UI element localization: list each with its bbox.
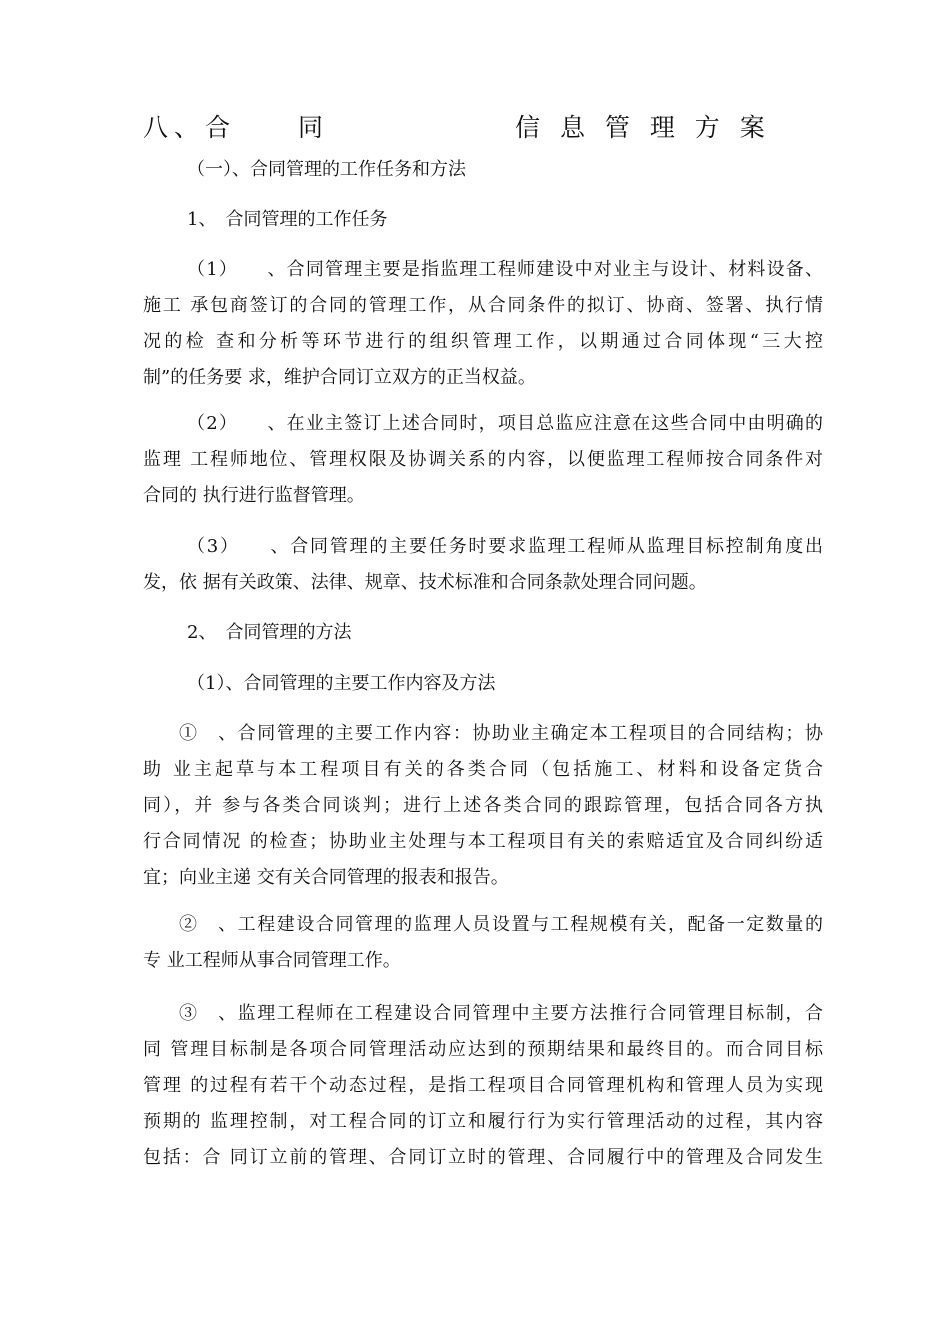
paragraph-task-3 xyxy=(143,529,823,601)
paragraph-method-1 xyxy=(143,716,823,896)
paragraph-line: 行合同情况 的检查；协助业主处理与本工程项目有关的索赔适宜及合同纠纷适 xyxy=(143,831,823,852)
paragraph-line: 宜；向业主递 交有关合同管理的报表和报告。 xyxy=(143,867,509,888)
paragraph-line: 同 管理目标制是各项合同管理活动应达到的预期结果和最终目的。而合同目标 xyxy=(143,1039,823,1060)
paragraph-line: （2） 、在业主签订上述合同时，项目总监应注意在这些合同中由明确的 xyxy=(187,413,823,434)
paragraph-line: ① 、合同管理的主要工作内容：协助业主确定本工程项目的合同结构；协 xyxy=(179,723,823,744)
paragraph-line: （1） 、合同管理主要是指监理工程师建设中对业主与设计、材料设备、 xyxy=(187,259,823,280)
document-title: 八、合 同 信 息 管 理 方 案 xyxy=(143,113,771,142)
paragraph-line: 包括：合 同订立前的管理、合同订立时的管理、合同履行中的管理及合同发生 xyxy=(143,1147,823,1168)
paragraph-method-2 xyxy=(143,907,823,979)
paragraph-line: （3） 、合同管理的主要任务时要求监理工程师从监理目标控制角度出 xyxy=(187,536,823,557)
paragraph-line: 专 业工程师从事合同管理工作。 xyxy=(143,950,401,971)
subsection-heading-methods: 2、 合同管理的方法 xyxy=(187,622,352,643)
paragraph-line: 同），并 参与各类合同谈判；进行上述各类合同的跟踪管理，包括合同各方执 xyxy=(143,795,823,816)
paragraph-line: 发，依 据有关政策、法律、规章、技术标准和合同条款处理合同问题。 xyxy=(143,572,707,593)
paragraph-line: 况的检 查和分析等环节进行的组织管理工作，以期通过合同体现“三大控 xyxy=(143,331,823,352)
paragraph-task-2 xyxy=(143,406,823,514)
subsection-heading-work-tasks: 1、 合同管理的工作任务 xyxy=(187,209,388,230)
paragraph-task-1 xyxy=(143,252,823,396)
paragraph-method-3 xyxy=(143,996,823,1176)
paragraph-line: 管理 的过程有若干个动态过程，是指工程项目合同管理机构和管理人员为实现 xyxy=(143,1075,823,1096)
paragraph-line: 监理 工程师地位、管理权限及协调关系的内容，以便监理工程师按合同条件对 xyxy=(143,449,823,470)
paragraph-line: 施工 承包商签订的合同的管理工作，从合同条件的拟订、协商、签署、执行情 xyxy=(143,295,823,316)
paragraph-line: ② 、工程建设合同管理的监理人员设置与工程规模有关，配备一定数量的 xyxy=(179,914,823,935)
section-heading-contract-management: （一）、合同管理的工作任务和方法 xyxy=(187,159,466,180)
paragraph-line: 预期的 监理控制，对工程合同的订立和履行行为实行管理活动的过程，其内容 xyxy=(143,1111,823,1132)
paragraph-line: ③ 、监理工程师在工程建设合同管理中主要方法推行合同管理目标制，合 xyxy=(179,1003,823,1024)
paragraph-line: 制”的任务要 求，维护合同订立双方的正当权益。 xyxy=(143,367,536,388)
subsection-heading-main-work-content: （1）、合同管理的主要工作内容及方法 xyxy=(187,673,496,694)
paragraph-line: 助 业主起草与本工程项目有关的各类合同（包括施工、材料和设备定货合 xyxy=(143,759,823,780)
paragraph-line: 合同的 执行进行监督管理。 xyxy=(143,485,365,506)
